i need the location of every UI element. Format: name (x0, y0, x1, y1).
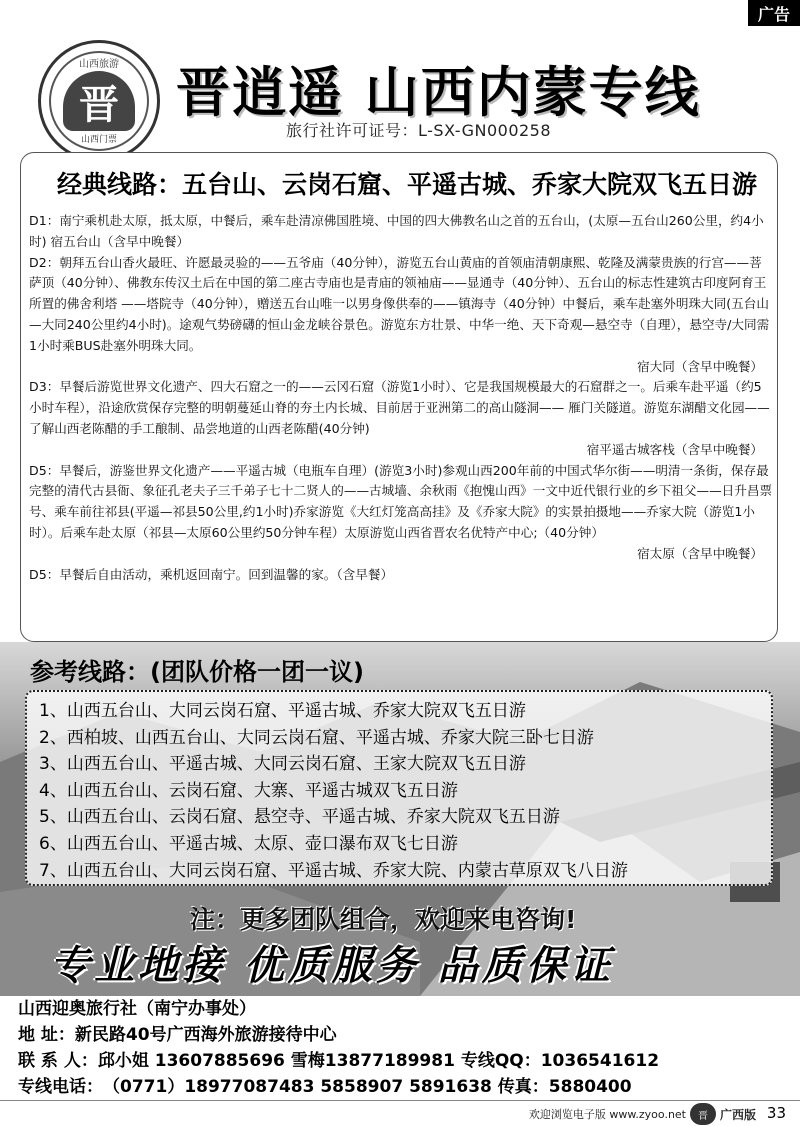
reference-route-box (25, 690, 773, 886)
classic-route-panel (20, 152, 778, 642)
route-item: 3、山西五台山、平遥古城、大同云岗石窟、王家大院双飞五日游 (39, 754, 526, 775)
slogan: 专业地接 优质服务 品质保证 (50, 943, 614, 989)
route-item: 2、西柏坡、山西五台山、大同云岗石窟、平遥古城、乔家大院三卧七日游 (39, 727, 594, 748)
address-label: 地 址： (18, 1025, 75, 1045)
contact-person-value: 邱小姐 13607885696 雪梅13877189981 专线QQ：1036541612 (97, 1051, 660, 1071)
route-item: 6、山西五台山、平遥古城、太原、壶口瀑布双飞七日游 (39, 833, 458, 854)
phone-row (18, 1074, 778, 1100)
page-title: 晋逍遥 山西内蒙专线 (176, 61, 701, 124)
phone-label: 专线电话： (18, 1077, 103, 1097)
itinerary-day (29, 461, 773, 565)
ad-tag: 广告 (748, 0, 800, 26)
agency-name: 山西迎奥旅行社（南宁办事处） (18, 999, 256, 1019)
inquiry-note: 注：更多团队组合，欢迎来电咨询! (190, 905, 577, 934)
route-item: 5、山西五台山、云岗石窟、悬空寺、平遥古城、乔家大院双飞五日游 (39, 807, 560, 828)
website-link[interactable]: 欢迎浏览电子版 www.zyoo.net (528, 1108, 686, 1121)
day-label: D1： (29, 213, 60, 228)
day-lodging: 宿平遥古城客栈（含早中晚餐） (586, 441, 763, 457)
license-number: 旅行社许可证号：L-SX-GN000258 (286, 121, 552, 140)
reference-route-title: 参考线路：(团队价格一团一议) (30, 658, 364, 686)
page-number: 33 (766, 1104, 786, 1122)
day-text: 早餐后自由活动，乘机返回南宁。回到温馨的家。（含早餐） (59, 566, 394, 582)
itinerary-day (29, 211, 773, 253)
route-item: 1、山西五台山、大同云岗石窟、平遥古城、乔家大院双飞五日游 (39, 701, 526, 721)
day-label: D2： (29, 254, 60, 270)
day-label: D5： (29, 462, 60, 478)
itinerary-day (29, 253, 773, 378)
edition-label: 广西版 (719, 1108, 756, 1122)
page-footer (0, 1100, 800, 1126)
day-label: D3： (29, 379, 60, 395)
agency-logo (38, 40, 160, 162)
route-item: 7、山西五台山、大同云岗石窟、平遥古城、乔家大院、内蒙古草原双飞八日游 (39, 860, 628, 881)
phone-value: （0771）18977087483 5858907 5891638 传真：5880400 (103, 1077, 632, 1097)
day-label: D5： (29, 566, 60, 582)
contact-person-label: 联 系 人： (18, 1051, 98, 1071)
day-text: 南宁乘机赴太原，抵太原，中餐后，乘车赴清凉佛国胜境、中国的四大佛教名山之首的五台山，(太原—五台山260公里，约4小时) 宿五台山（含早中晚餐） (29, 213, 764, 249)
itinerary-day (29, 377, 773, 460)
day-lodging: 宿太原（含早中晚餐） (637, 545, 763, 561)
logo-glyph: 晋 (63, 71, 135, 131)
address-row (18, 1022, 778, 1048)
day-text: 早餐后，游鉴世界文化遗产——平遥古城（电瓶车自理）(游览3小时)参观山西200年前的中国式华尔街——明清一条街，保存最完整的清代古县衙、象征孔老夫子三千弟子七十二贤人的——古城墙、余秋雨《抱愧山西》一文中近代银行业的乡下祖父——日升昌票号、乘车前往祁县(平遥—祁县50公里,约1小时)乔家游览《大红灯笼高高挂》及《乔家大院》的实景拍摄地——乔家大院（游览1小时）。后乘车赴太原（祁县—太原60公里约50分钟车程）太原游览山西省晋农名优特产中心;（40分钟） (29, 462, 773, 540)
header (0, 22, 800, 150)
itinerary-day (29, 565, 773, 586)
itinerary (29, 211, 773, 585)
day-text: 朝拜五台山香火最旺、许愿最灵验的——五爷庙（40分钟），游览五台山黄庙的首领庙清朝康熙、乾隆及满蒙贵族的行宫——菩萨顶（40分钟）、佛教东传汉土后在中国的第二座古寺庙也是青庙的领袖庙——显通寺（40分钟）、五台山的标志性建筑古印度阿育王所置的佛舍利塔 ——塔院寺（40分钟），赠送五台山唯一以男身像供奉的——镇海寺（40分钟）中餐后，乘车赴塞外明珠大同(五台山—大同240公里约4小时)。途观气势磅礴的恒山金龙峡谷景色。游览东方壮景、中华一绝、天下奇观—悬空寺（自理），悬空寺/大同需1小时乘BUS赴塞外明珠大同。 (29, 254, 770, 353)
logo-bottom-text: 山西门票 (80, 135, 117, 145)
contact-block (18, 996, 778, 1100)
day-lodging: 宿大同（含早中晚餐） (637, 358, 763, 374)
route-item: 4、山西五台山、云岗石窟、大寨、平遥古城双飞五日游 (39, 780, 458, 801)
classic-route-title: 经典线路：五台山、云岗石窟、平遥古城、乔家大院双飞五日游 (57, 170, 758, 199)
contact-person-row (18, 1048, 778, 1074)
address-value: 新民路40号广西海外旅游接待中心 (74, 1025, 337, 1045)
logo-top-text: 山西旅游 (79, 59, 119, 70)
day-text: 早餐后游览世界文化遗产、四大石窟之一的——云冈石窟（游览1小时）、它是我国规模最大的石窟群之一。后乘车赴平遥（约5小时车程），沿途欣赏保存完整的明朝蔓延山脊的夯土内长城、目前居于亚洲第二的高山隧洞—— 雁门关隧道。游览东湖醋文化园—— 了解山西老陈醋的手工酿制、品尝地道的山西老陈醋(40分钟) (29, 379, 770, 436)
reference-route-list (39, 698, 759, 884)
zyoo-logo-icon: 晋 (690, 1103, 716, 1125)
